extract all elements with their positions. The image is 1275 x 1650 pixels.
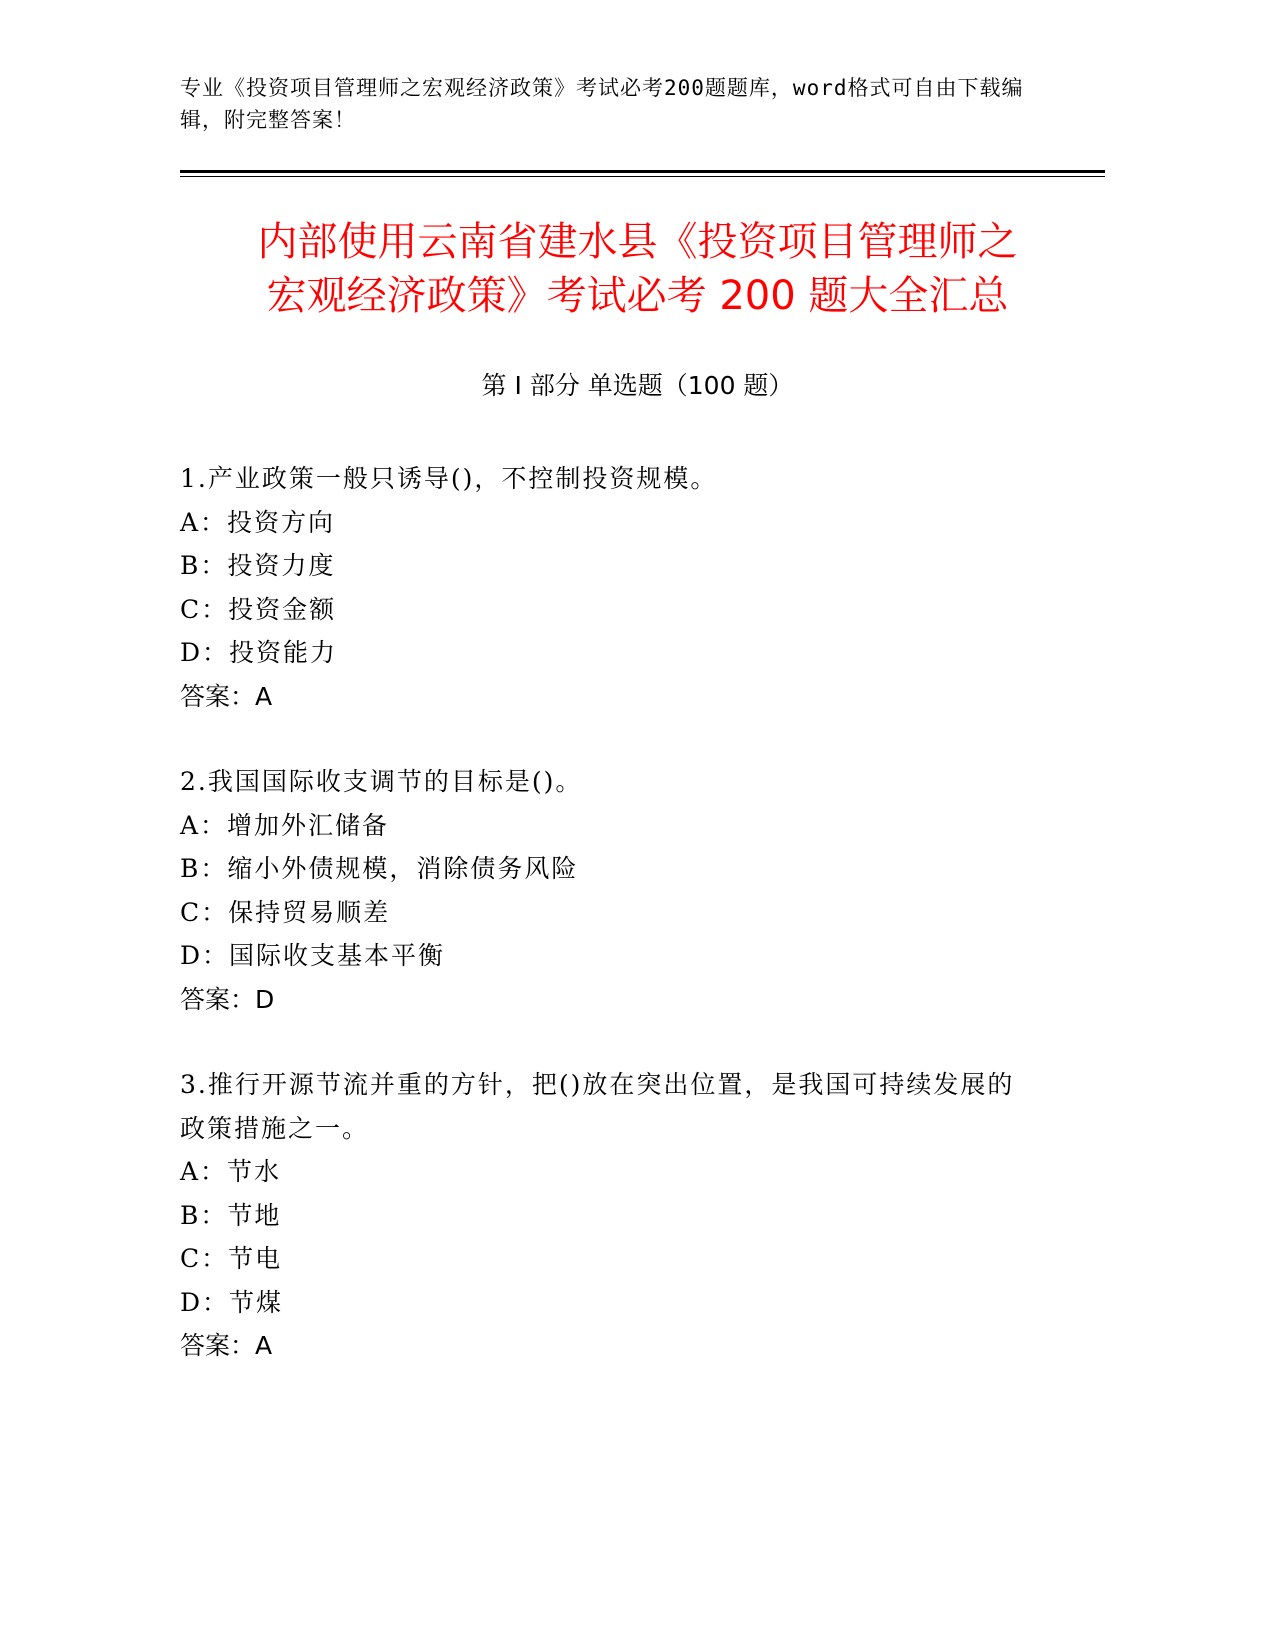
document-title — [150, 215, 1125, 323]
option-b: B：缩小外债规模，消除债务风险 — [180, 854, 579, 883]
option-d: D：投资能力 — [180, 638, 338, 667]
option-c: C：保持贸易顺差 — [180, 897, 391, 927]
question-3 — [180, 1063, 1040, 1368]
answer: 答案：A — [180, 1331, 273, 1360]
question-stem: 1.产业政策一般只诱导()，不控制投资规模。 — [180, 464, 718, 493]
title-line-1: 内部使用云南省建水县《投资项目管理师之 — [257, 219, 1018, 265]
option-b: B：投资力度 — [180, 551, 336, 580]
answer: 答案：D — [180, 984, 275, 1014]
option-c: C：节电 — [180, 1244, 283, 1273]
header-note: 专业《投资项目管理师之宏观经济政策》考试必考200题题库，word格式可自由下载编辑，附完整答案！ — [180, 76, 1024, 132]
header-rule-thin — [180, 176, 1105, 177]
question-list — [180, 457, 1040, 1410]
question-stem: 3.推行开源节流并重的方针，把()放在突出位置，是我国可持续发展的政策措施之一。 — [180, 1070, 1015, 1143]
answer: 答案：A — [180, 681, 273, 711]
option-d: D：国际收支基本平衡 — [180, 941, 446, 970]
section-title: 第 I 部分 单选题（100 题） — [481, 371, 794, 400]
header-rule-thick — [180, 170, 1105, 173]
option-c: C：投资金额 — [180, 594, 337, 624]
option-d: D：节煤 — [180, 1287, 284, 1317]
option-a: A：投资方向 — [180, 507, 336, 537]
title-line-2: 宏观经济政策》考试必考 200 题大全汇总 — [266, 273, 1009, 319]
question-stem: 2.我国国际收支调节的目标是()。 — [180, 767, 583, 796]
option-a: A：节水 — [180, 1157, 282, 1186]
question-1 — [180, 457, 1040, 718]
question-2 — [180, 760, 1040, 1021]
option-b: B：节地 — [180, 1200, 282, 1230]
option-a: A：增加外汇储备 — [180, 810, 390, 840]
